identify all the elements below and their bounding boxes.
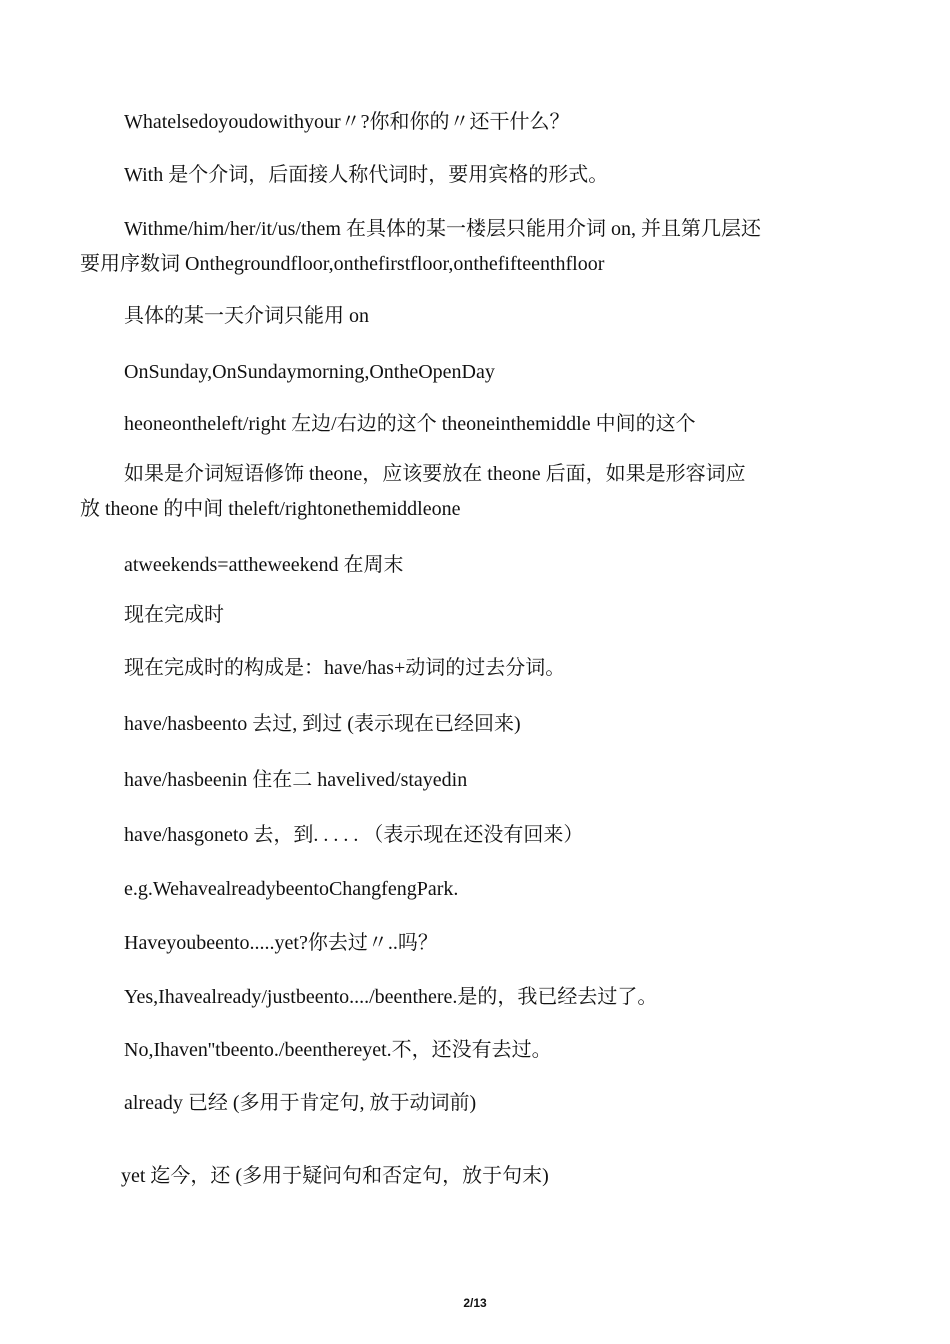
text-line: 要用序数词 Onthegroundfloor,onthefirstfloor,onthefifteenthfloor	[80, 253, 605, 275]
text-line: yet 迄今，还 (多用于疑问句和否定句，放于句末)	[121, 1165, 549, 1187]
text-line: have/hasgoneto 去，到. . . . . （表示现在还没有回来）	[124, 824, 584, 846]
text-line: 具体的某一天介词只能用 on	[124, 305, 369, 327]
text-line: e.g.WehavealreadybeentoChangfengPark.	[124, 878, 459, 900]
text-line: have/hasbeenin 住在二 havelived/stayedin	[124, 769, 468, 791]
text-line: heoneontheleft/right 左边/右边的这个 theoneinthemiddle 中间的这个	[124, 413, 696, 435]
text-line: OnSunday,OnSundaymorning,OntheOpenDay	[124, 361, 495, 383]
text-line: 放 theone 的中间 theleft/rightonethemiddleone	[80, 498, 461, 520]
text-line: Haveyoubeento.....yet?你去过〃..吗？	[124, 932, 438, 954]
section-heading: 现在完成时	[124, 604, 224, 626]
text-line: Whatelsedoyoudowithyour〃?你和你的〃还干什么？	[124, 111, 570, 133]
text-line: 现在完成时的构成是：have/has+动词的过去分词。	[124, 657, 566, 679]
text-line: No,Ihaven''tbeento./beenthereyet.不，还没有去过。	[124, 1039, 552, 1061]
text-line: already 已经 (多用于肯定句, 放于动词前)	[124, 1092, 477, 1114]
text-line: Yes,Ihavealready/justbeento..../beenthere.是的，我已经去过了。	[124, 986, 658, 1008]
page-number: 2/13	[463, 1296, 487, 1310]
text-line: 如果是介词短语修饰 theone，应该要放在 theone 后面，如果是形容词应	[124, 463, 746, 485]
text-line: With 是个介词，后面接人称代词时，要用宾格的形式。	[124, 164, 609, 186]
text-line: have/hasbeento 去过, 到过 (表示现在已经回来)	[124, 713, 521, 735]
text-line: Withme/him/her/it/us/them 在具体的某一楼层只能用介词 on, 并且第几层还	[124, 218, 761, 240]
text-line: atweekends=attheweekend 在周末	[124, 554, 404, 576]
